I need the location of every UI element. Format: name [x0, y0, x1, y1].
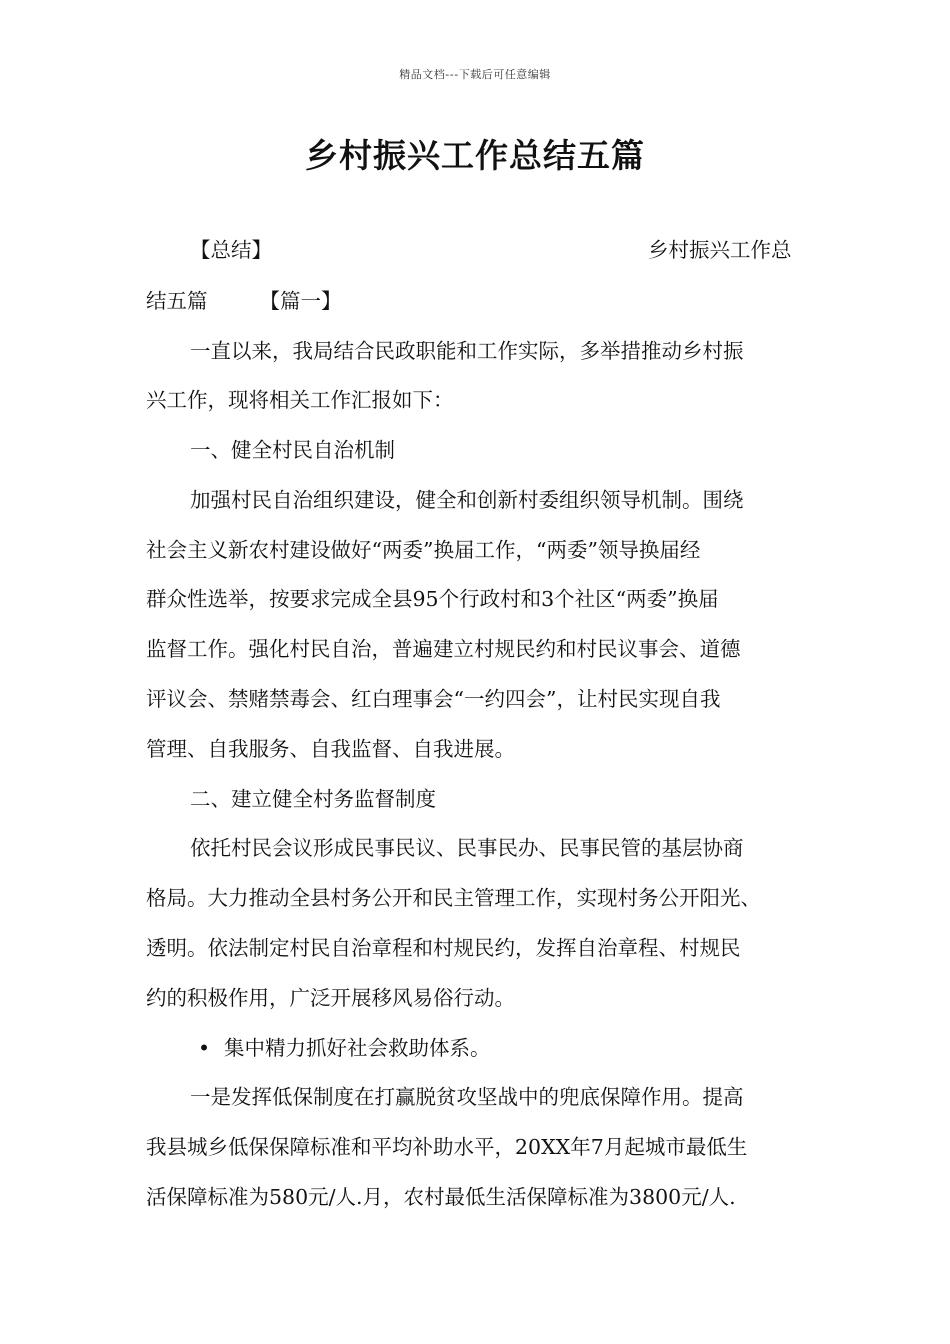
- meta-row: [190, 235, 810, 265]
- paragraph-line: 依托村民会议形成民事民议、民事民办、民事民管的基层协商: [190, 836, 744, 860]
- bullet-item: [198, 1033, 491, 1063]
- paragraph-line: 我县城乡低保保障标准和平均补助水平，20XX年7月起城市最低生: [146, 1135, 748, 1159]
- paragraph-line: 加强村民自治组织建设，健全和创新村委组织领导机制。围绕: [190, 488, 744, 512]
- paragraph-line: 格局。大力推动全县村务公开和民主管理工作，实现村务公开阳光、: [146, 886, 761, 910]
- bullet-icon: •: [198, 1036, 211, 1060]
- paragraph-line: 社会主义新农村建设做好“两委”换届工作，“两委”领导换届经: [146, 538, 701, 562]
- paragraph-line: 透明。依法制定村民自治章程和村规民约，发挥自治章程、村规民: [146, 936, 741, 960]
- paragraph-line: 管理、自我服务、自我监督、自我进展。: [146, 737, 515, 761]
- meta-title-part2: 结五篇: [146, 289, 208, 313]
- section-heading: 二、建立健全村务监督制度: [190, 787, 436, 811]
- paragraph-line: 一直以来，我局结合民政职能和工作实际，多举措推动乡村振: [190, 339, 744, 363]
- document-header-note: 精品文档---下载后可任意编辑: [399, 68, 551, 81]
- paragraph-line: 群众性选举，按要求完成全县95个行政村和3个社区“两委”换届: [146, 587, 719, 611]
- summary-tag: 【总结】: [190, 238, 272, 262]
- bullet-text: 集中精力抓好社会救助体系。: [224, 1036, 491, 1060]
- paragraph-line: 兴工作，现将相关工作汇报如下：: [146, 388, 454, 412]
- paragraph-line: 监督工作。强化村民自治，普遍建立村规民约和村民议事会、道德: [146, 637, 741, 661]
- paragraph-line: 一是发挥低保制度在打赢脱贫攻坚战中的兜底保障作用。提高: [190, 1085, 744, 1109]
- document-title: 乡村振兴工作总结五篇: [305, 136, 645, 175]
- chapter-label: 【篇一】: [259, 289, 342, 313]
- meta-title-continued: [146, 286, 836, 316]
- paragraph-line: 活保障标准为580元/人.月，农村最低生活保障标准为3800元/人.: [146, 1185, 736, 1209]
- paragraph-line: 评议会、禁赌禁毒会、红白理事会“一约四会”，让村民实现自我: [146, 687, 721, 711]
- meta-title-part1: 乡村振兴工作总: [648, 238, 792, 262]
- paragraph-line: 约的积极作用，广泛开展移风易俗行动。: [146, 986, 515, 1010]
- section-heading: 一、健全村民自治机制: [190, 438, 395, 462]
